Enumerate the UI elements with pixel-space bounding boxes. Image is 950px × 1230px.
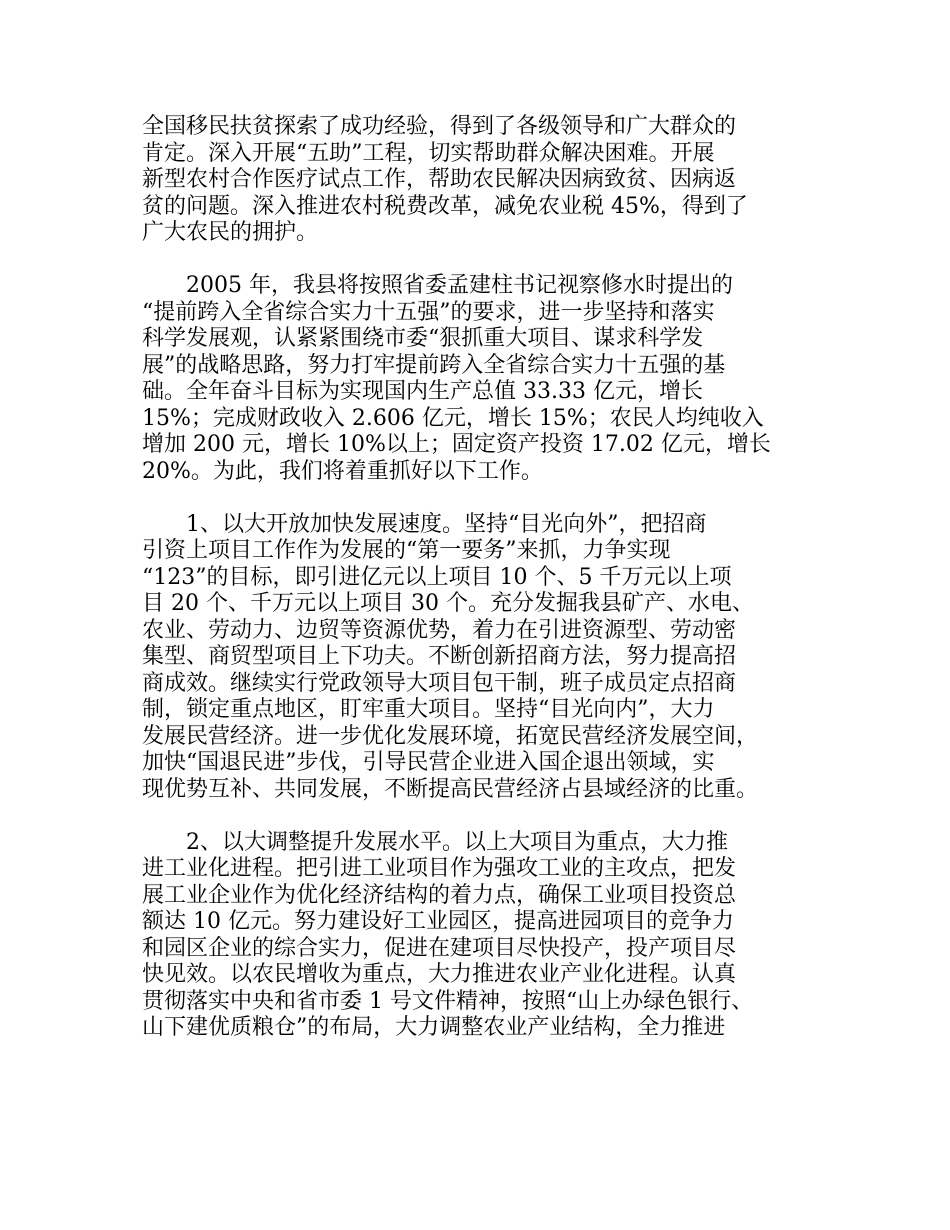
text-line: 制，锁定重点地区，盯牢重大项目。坚持“目光向内”，大力	[142, 697, 715, 722]
text-line: 贯彻落实中央和省市委 1 号文件精神，按照“山上办绿色银行、	[142, 988, 754, 1014]
text-line: 新型农村合作医疗试点工作，帮助农民解决因病致贫、因病返	[142, 167, 737, 192]
text-line: 2、以大调整提升发展水平。以上大项目为重点，大力推	[142, 829, 728, 855]
text-line: 快见效。以农民增收为重点，大力推进农业产业化进程。认真	[142, 962, 737, 987]
paragraph-1	[142, 114, 832, 247]
paragraph-spacer	[142, 247, 832, 274]
text-line: 进工业化进程。把引进工业项目作为强攻工业的主攻点，把发	[142, 856, 737, 881]
text-line: 引资上项目工作作为发展的“第一要务”来抓，力争实现	[142, 538, 671, 563]
text-line: 增加 200 元，增长 10%以上；固定资产投资 17.02 亿元，增长	[142, 432, 771, 457]
text-line: 展工业企业作为优化经济结构的着力点，确保工业项目投资总	[142, 882, 737, 908]
text-line: 贫的问题。深入推进农村税费改革，减免农业税 45%，得到了	[142, 193, 748, 219]
text-line: “123”的目标，即引进亿元以上项目 10 个、5 千万元以上项	[142, 564, 732, 590]
text-line: 2005 年，我县将按照省委孟建柱书记视察修水时提出的	[142, 273, 733, 298]
text-line: 和园区企业的综合实力，促进在建项目尽快投产，投产项目尽	[142, 935, 737, 961]
text-line: 肯定。深入开展“五助”工程，切实帮助群众解决困难。开展	[142, 140, 715, 166]
text-line: 全国移民扶贫探索了成功经验，得到了各级领导和广大群众的	[142, 114, 737, 139]
paragraph-spacer	[142, 803, 832, 830]
text-line: 目 20 个、千万元以上项目 30 个。充分发掘我县矿产、水电、	[142, 591, 754, 616]
text-line: 科学发展观，认紧紧围绕市委“狠抓重大项目、谋求科学发	[142, 326, 704, 351]
paragraph-2	[142, 273, 832, 485]
document-body	[142, 114, 832, 1042]
text-line: 础。全年奋斗目标为实现国内生产总值 33.33 亿元，增长	[142, 379, 703, 404]
text-line: 发展民营经济。进一步优化发展环境，拓宽民营经济发展空间，	[142, 723, 759, 749]
text-line: 20%。为此，我们将着重抓好以下工作。	[142, 458, 543, 484]
text-line: 1、以大开放加快发展速度。坚持“目光向外”，把招商	[142, 511, 707, 537]
text-line: 山下建优质粮仓”的布局，大力调整农业产业结构，全力推进	[142, 1015, 726, 1040]
text-line: 15%；完成财政收入 2.606 亿元，增长 15%；农民人均纯收入	[142, 405, 764, 431]
text-line: 集型、商贸型项目上下功夫。不断创新招商方法，努力提高招	[142, 644, 737, 669]
paragraph-3	[142, 512, 832, 804]
text-line: 农业、劳动力、边贸等资源优势，着力在引进资源型、劳动密	[142, 617, 737, 643]
text-line: 现优势互补、共同发展，不断提高民营经济占县域经济的比重。	[142, 776, 759, 802]
text-line: 商成效。继续实行党政领导大项目包干制，班子成员定点招商	[142, 670, 737, 696]
text-line: 额达 10 亿元。努力建设好工业园区，提高进园项目的竞争力	[142, 909, 734, 934]
paragraph-4	[142, 830, 832, 1042]
text-line: 加快“国退民进”步伐，引导民营企业进入国企退出领域，实	[142, 750, 715, 775]
paragraph-spacer	[142, 485, 832, 512]
text-line: “提前跨入全省综合实力十五强”的要求，进一步坚持和落实	[142, 299, 715, 325]
text-line: 广大农民的拥护。	[142, 220, 319, 245]
text-line: 展”的战略思路，努力打牢提前跨入全省综合实力十五强的基	[142, 352, 726, 378]
